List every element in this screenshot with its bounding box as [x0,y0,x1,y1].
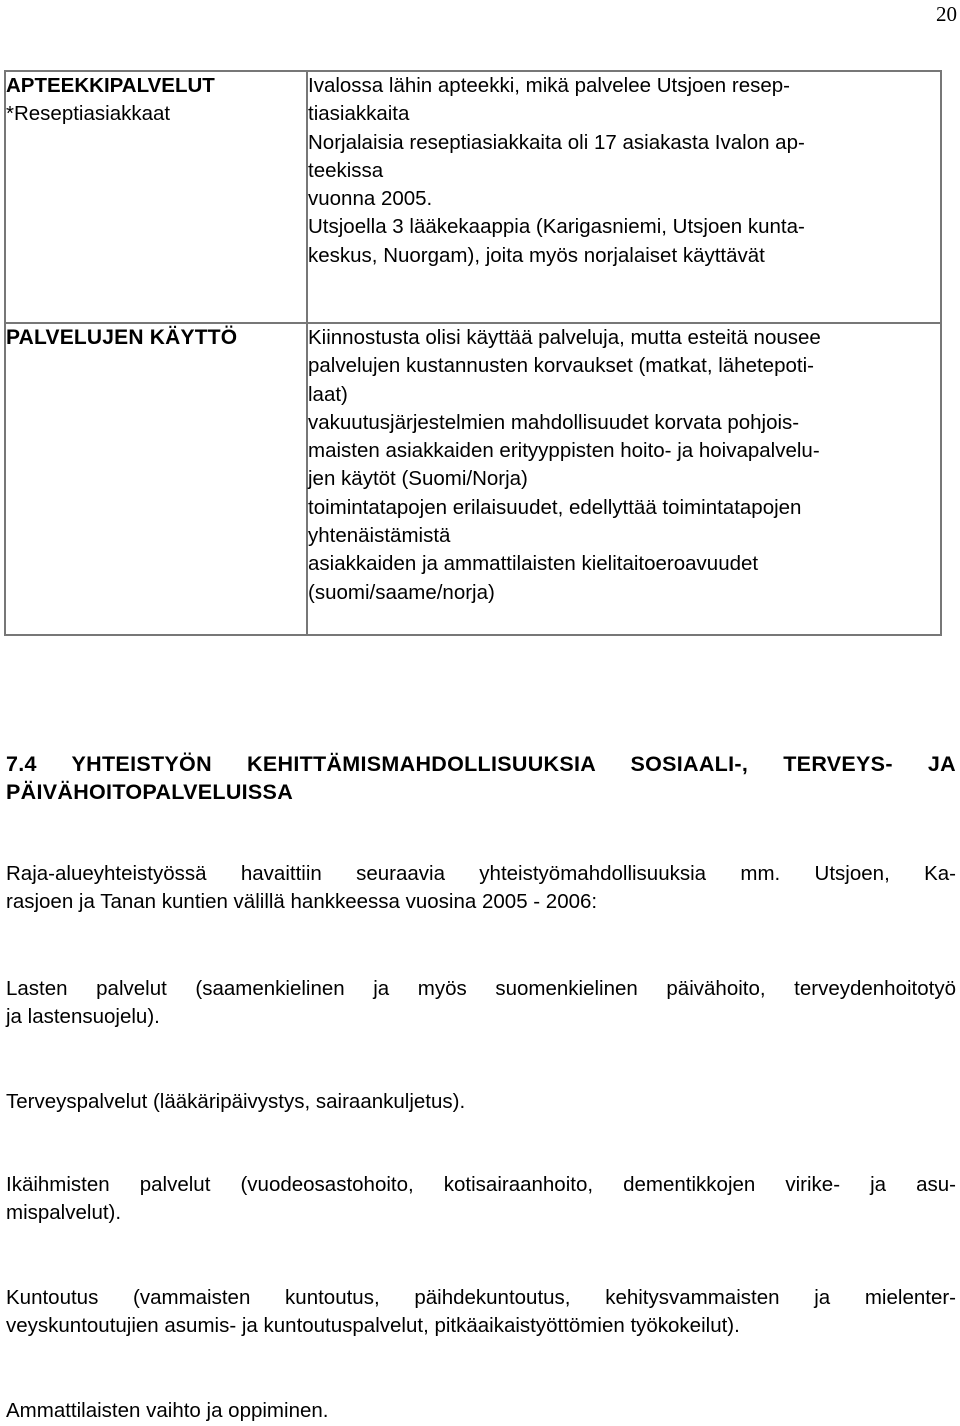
table-label-cell [5,323,307,635]
services-table [4,70,942,636]
section-heading [6,750,956,806]
cell-text-line: Ivalossa lähin apteekki, mikä palvelee Utsjoen resep- [308,74,791,97]
row-label-subtitle: *Reseptiasiakkaat [6,102,171,125]
cell-text-line: yhtenäistämistä [308,524,451,548]
cell-text-line: (suomi/saame/norja) [308,580,495,604]
paragraph-line: veyskuntoutujien asumis- ja kuntoutuspalvelut, pitkäaikaistyöttömien työkokeilut). [6,1314,740,1338]
cell-text-line: jen käytöt (Suomi/Norja) [308,467,528,491]
cell-text-line: Utsjoella 3 lääkekaappia (Karigasniemi, Utsjoen kunta- [308,215,805,239]
paragraph [6,860,956,917]
cell-text-line: tiasiakkaita [308,102,410,126]
paragraph-line: Kuntoutus (vammaisten kuntoutus, päihdekuntoutus, kehitysvammaisten ja mielenter- [6,1286,956,1309]
cell-text-line: keskus, Nuorgam), joita myös norjalaiset käyttävät [308,243,765,267]
paragraph [6,975,956,1032]
cell-text-line: asiakkaiden ja ammattilaisten kielitaitoeroavuudet [308,552,759,576]
section-heading-line: PÄIVÄHOITOPALVELUISSA [6,780,294,804]
cell-text-line: vakuutusjärjestelmien mahdollisuudet korvata pohjois- [308,410,800,434]
paragraph-line: Raja-alueyhteistyössä havaittiin seuraavia yhteistyömahdollisuuksia mm. Utsjoen, Ka- [6,862,956,885]
table-row [5,71,941,323]
paragraph [6,1088,956,1116]
table-row [5,323,941,635]
row-label-title: PALVELUJEN KÄYTTÖ [6,326,238,349]
cell-text-line: toimintatapojen erilaisuudet, edellyttää toimintatapojen [308,495,802,519]
paragraph [6,1171,956,1228]
paragraph-line: ja lastensuojelu). [6,1005,160,1029]
paragraph [6,1397,956,1425]
table-content-cell [307,323,941,635]
table-content-cell [307,71,941,323]
page-number: 20 [936,2,957,26]
paragraph [6,1284,956,1341]
paragraph-line: rasjoen ja Tanan kuntien välillä hankkeessa vuosina 2005 - 2006: [6,890,598,914]
paragraph-line: Lasten palvelut (saamenkielinen ja myös suomenkielinen päivähoito, terveydenhoitotyö [6,977,956,1000]
section-heading-line: 7.4 YHTEISTYÖN KEHITTÄMISMAHDOLLISUUKSIA SOSIAALI-, TERVEYS- JA [6,752,956,776]
cell-text-line: laat) [308,382,348,406]
cell-text-line: vuonna 2005. [308,187,433,211]
cell-text-line: Norjalaisia reseptiasiakkaita oli 17 asiakasta Ivalon ap- [308,130,805,154]
table-label-cell [5,71,307,323]
cell-text-line: palvelujen kustannusten korvaukset (matkat, lähetepoti- [308,354,814,378]
row-label-title: APTEEKKIPALVELUT [6,74,215,97]
cell-text-line: teekissa [308,158,384,182]
paragraph-line: Ikäihmisten palvelut (vuodeosastohoito, kotisairaanhoito, dementikkojen virike- ja asu- [6,1173,956,1196]
paragraph-line: Ammattilaisten vaihto ja oppiminen. [6,1399,329,1422]
paragraph-line: mispalvelut). [6,1201,122,1225]
cell-text-line: maisten asiakkaiden erityyppisten hoito- ja hoivapalvelu- [308,439,820,463]
cell-text-line: Kiinnostusta olisi käyttää palveluja, mutta esteitä nousee [308,326,821,349]
paragraph-line: Terveyspalvelut (lääkäripäivystys, sairaankuljetus). [6,1090,466,1113]
